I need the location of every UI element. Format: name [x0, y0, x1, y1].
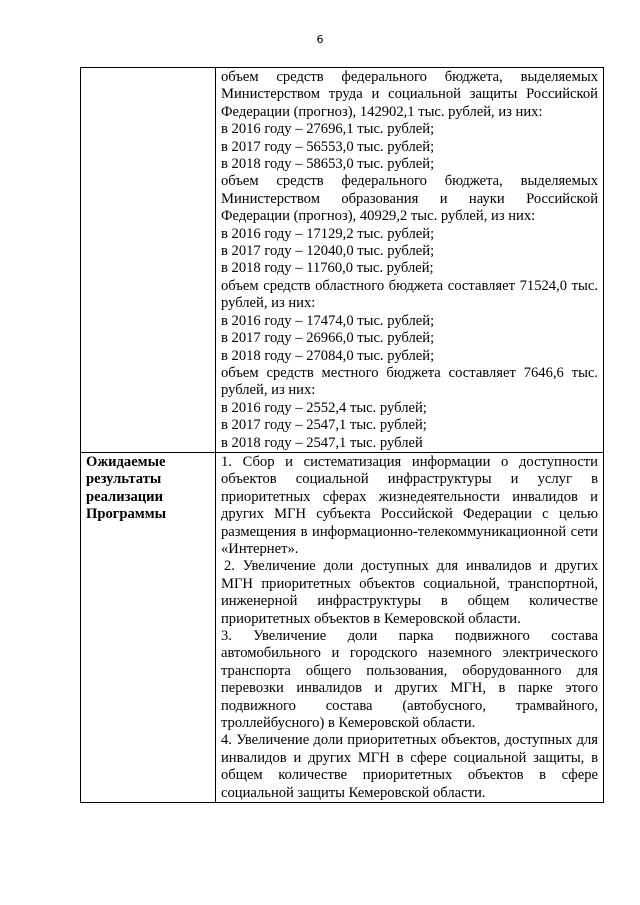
funding-line: в 2017 году – 12040,0 тыс. рублей; — [221, 243, 435, 260]
funding-line: в 2018 году – 58653,0 тыс. рублей; — [221, 156, 435, 173]
funding-line: объем средств местного бюджета составляет 7646,6 тыс. рублей, из них: — [221, 364, 598, 399]
result-item: 4. Увеличение доли приоритетных объектов, доступных для инвалидов и других МГН в сфере социальной защиты, в общем количестве приоритетных объектов в сфере социальной защиты Кемеровской области. — [221, 732, 598, 801]
results-label: Ожидаемые результаты реализации Программы — [86, 453, 167, 523]
funding-line: в 2016 году – 17474,0 тыс. рублей; — [221, 312, 435, 329]
result-item: 3. Увеличение доли парка подвижного состава автомобильного и городского наземного электрического транспорта общего пользования, оборудованного для перевозки инвалидов и других МГН, в парке этого подвижного состава (автобусного, трамвайного, троллейбусного) в Кемеровской области. — [221, 628, 598, 732]
funding-line: в 2018 году – 11760,0 тыс. рублей; — [221, 260, 434, 277]
funding-line: в 2016 году – 2552,4 тыс. рублей; — [221, 399, 427, 416]
program-passport-table — [80, 67, 604, 803]
funding-line: в 2017 году – 26966,0 тыс. рублей; — [221, 330, 435, 347]
results-row-label-cell — [81, 452, 216, 802]
page-number: 6 — [316, 33, 324, 46]
funding-line: объем средств областного бюджета составляет 71524,0 тыс. рублей, из них: — [221, 277, 598, 312]
result-item: 1. Сбор и систематизация информации о доступности объектов социальной инфраструктуры и услуг в приоритетных сферах жизнедеятельности инвалидов и других МГН субъекта Российской Федерации с целью размещения в информационно-телекоммуникационной сети «Интернет». — [221, 453, 598, 557]
funding-row-label-cell — [81, 68, 216, 453]
result-item: 2. Увеличение доли доступных для инвалидов и других МГН приоритетных объектов социальной, транспортной, инженерной инфраструктуры в общем количестве приоритетных объектов в Кемеровской области. — [221, 558, 598, 627]
funding-row — [81, 68, 604, 453]
funding-line: в 2016 году – 27696,1 тыс. рублей; — [221, 121, 435, 138]
funding-line: в 2017 году – 2547,1 тыс. рублей; — [221, 417, 427, 434]
results-cell — [216, 452, 604, 802]
funding-line: объем средств федерального бюджета, выделяемых Министерством образования и науки Российской Федерации (прогноз), 40929,2 тыс. рублей, из них: — [221, 173, 598, 225]
funding-line: в 2018 году – 27084,0 тыс. рублей; — [221, 347, 435, 364]
funding-line: в 2016 году – 17129,2 тыс. рублей; — [221, 225, 435, 242]
funding-line: объем средств федерального бюджета, выделяемых Министерством труда и социальной защиты Российской Федерации (прогноз), 142902,1 тыс. рублей, из них: — [221, 69, 598, 120]
results-row — [81, 452, 604, 802]
funding-cell — [216, 68, 604, 453]
funding-line: в 2017 году – 56553,0 тыс. рублей; — [221, 138, 435, 155]
funding-line: в 2018 году – 2547,1 тыс. рублей — [221, 434, 423, 451]
